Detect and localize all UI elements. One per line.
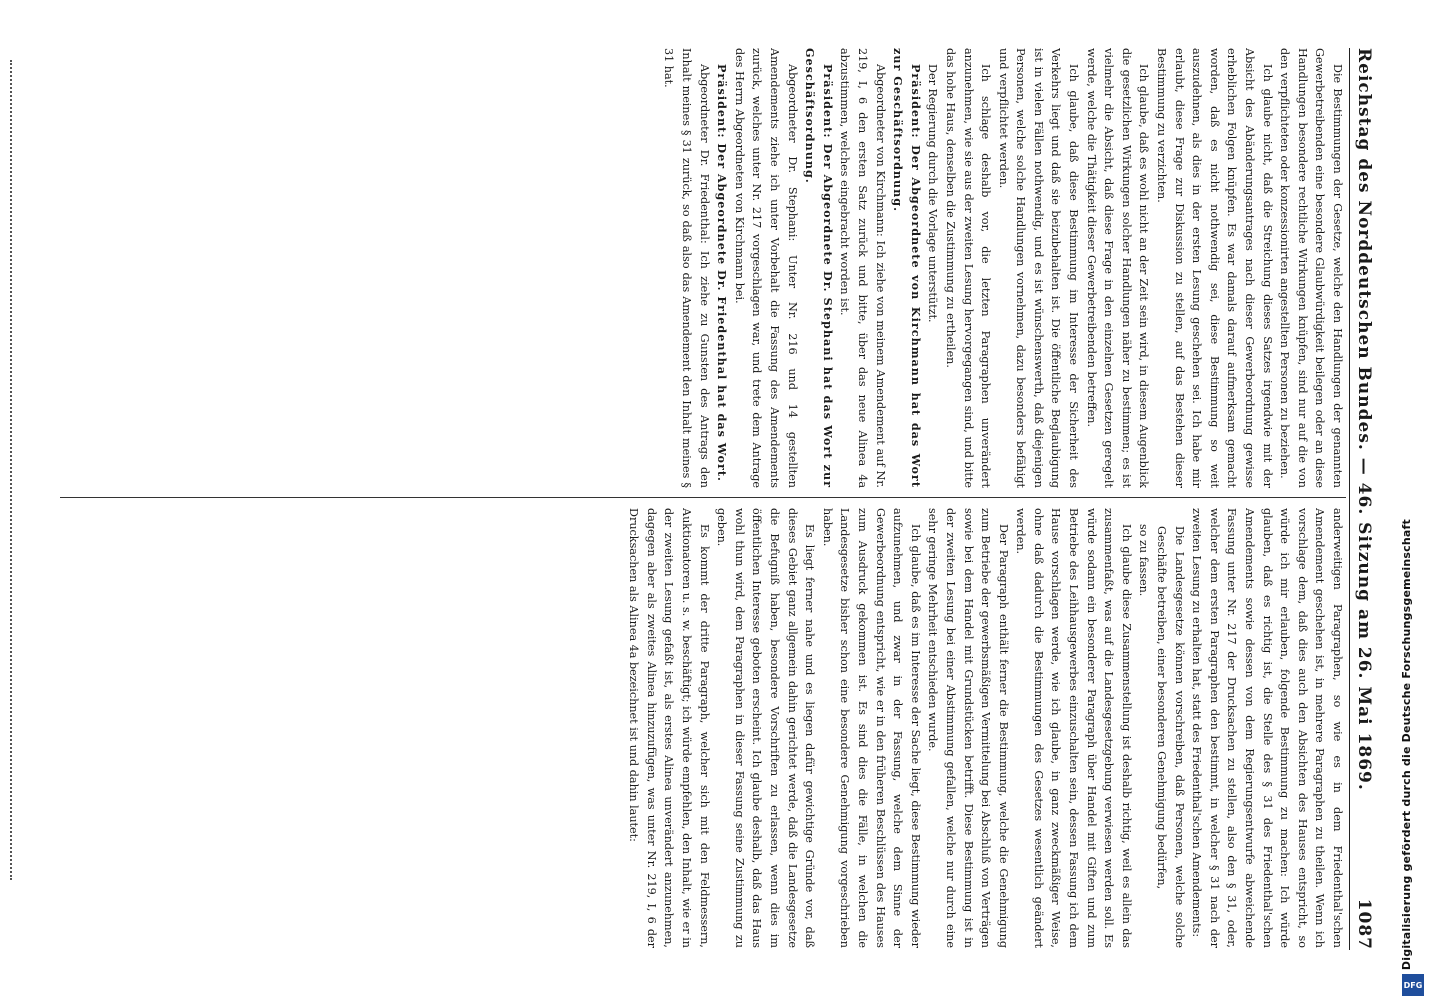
page-header [1349, 48, 1384, 950]
paragraph: Der Paragraph enthält ferner die Bestimmung, welche die Genehmigung zum Betriebe der gewerbsmäßigen Vermittelung bei Abschluß von Verträgen sowie bei dem Handel mit Grundstücken betrifft. Diese Bestimmung ist in der zweiten Lesung bei einer Abstimmung gefallen, welche nur durch eine sehr geringe Mehrheit entschieden wurde. [926, 508, 1010, 948]
speaker-paragraph: Präsident: Der Abgeordnete Dr. Friedenthal hat das Wort. [715, 64, 730, 482]
paragraph: Ich glaube, daß es im Interesse der Sache liegt, diese Bestimmung wieder aufzunehmen, und zwar in der Fassung, welche dem Sinne der Gewerbeordnung entspricht, wie er in den früheren Beschlüssen des Hauses zum Ausdruck gekommen ist. Es sind dies die Fälle, in welchen die Landesgesetze bisher schon eine besondere Genehmigung vorgeschrieben haben. [820, 508, 922, 948]
paragraph: Abgeordneter Dr. Stephani: Unter Nr. 216 und 14 gestellten Amendements ziehe ich unter Vorbehalt die Fassung des Amendements zurück, welches unter Nr. 217 vorgeschlagen war, und trete dem Antrage des Herrn Abgeordneten von Kirchmann bei. [732, 48, 799, 488]
column-left [60, 48, 1346, 488]
paragraph: Die Bestimmungen der Gesetze, welche den Handlungen der genannten Gewerbetreibenden eine besondere Glaubwürdigkeit beilegen oder an diese Handlungen besondere rechtliche Wirkungen knüpfen, sind nur auf die von den verpflichteten oder konzessionirten angestellten Personen zu beziehen. [1278, 48, 1344, 488]
digitization-sidebar [1396, 0, 1432, 1000]
paragraph: Der Regierung durch die Vorlage unterstützt. [926, 64, 940, 323]
page-number: 1087 [1354, 898, 1374, 950]
paragraph: Ich glaube diese Zusammenstellung ist deshalb richtig, weil es allein das zusammenfaßt, was auf die Landesgesetzgebung verwiesen werden soll. Es würde sodann ein besonderer Paragraph über Handel mit Giften und zum Betriebe des Leihhausgewerbes einzuschalten sein, dessen Fassung ich dem Hause vorschlagen werde, wie ich glaube, in ganz zweckmäßiger Weise, ohne daß dadurch die Bestimmungen des Gesetzes wesentlich geändert werden. [1014, 508, 1133, 948]
column-divider [60, 497, 1346, 498]
paragraph: Abgeordneter Dr. Friedenthal: Ich ziehe zu Gunsten des Antrags den Inhalt meines § 31 zurück, so daß also das Amendement den Inhalt meines § 31 hat. [662, 48, 711, 488]
speaker-paragraph: Präsident: Der Abgeordnete von Kirchmann hat das Wort zur Geschäftsordnung. [891, 48, 923, 488]
scan-edge-marks [10, 60, 18, 880]
paragraph: Ich schlage deshalb vor, die letzten Paragraphen unverändert anzunehmen, wie sie aus der zweiten Lesung hervorgegangen sind, und bitte das hohe Haus, denselben die Zustimmung zu ertheilen. [943, 48, 993, 488]
paragraph: Abgeordneter von Kirchmann: Ich ziehe von meinem Amendement auf Nr. 219, I, 6 den ersten Satz zurück und bitte, über das neue Alinea 4a abzustimmen, welches eingebracht worden ist. [838, 48, 887, 488]
running-title: Reichstag des Norddeutschen Bundes. — 46. Sitzung am 26. Mai 1869. [1354, 48, 1374, 791]
column-right [60, 508, 1346, 948]
paragraph: Ich glaube, daß es wohl nicht an der Zeit sein wird, in diesem Augenblick die gesetzlichen Wirkungen solcher Handlungen näher zu bestimmen; es ist vielmehr die Absicht, daß diese Frage in den einzelnen Gesetzen geregelt werde, welche die Thätigkeit dieser Gewerbetreibenden betreffen. [1084, 48, 1151, 488]
speaker-paragraph: Präsident: Der Abgeordnete Dr. Stephani hat das Wort zur Geschäftsordnung. [803, 48, 835, 488]
paragraph: so zu fassen. [1137, 524, 1151, 597]
funding-note: Digitalisierung gefördert durch die Deutsche Forschungsgemeinschaft [1400, 518, 1413, 970]
paragraph: Ich glaube nicht, daß die Streichung dieses Satzes irgendwie mit der Absicht des Abänderungsantrages nach dieser Gewerbeordnung gewisse erheblichen Folgen knüpfen. Es war damals darauf aufmerksam gemacht worden, daß es nicht nothwendig sei, diese Bestimmung so weit auszudehnen, als dies in der ersten Lesung geschehen sei. Ich habe mir erlaubt, diese Frage zur Diskussion zu stellen, auf das Bestehen dieser Bestimmung zu verzichten. [1155, 48, 1274, 488]
dfg-logo-icon: DFG [1402, 974, 1424, 996]
paragraph: Es liegt ferner nahe und es liegen dafür gewichtige Gründe vor, daß dieses Gebiet ganz allgemein dahin gerichtet werde, daß die Landesgesetze die Befugniß haben, besondere Vorschriften zu erlassen, wenn dies im öffentlichen Interesse geboten erscheint. Ich glaube deshalb, daß das Haus wohl thun wird, dem Paragraphen in dieser Fassung seine Zustimmung zu geben. [715, 508, 817, 948]
paragraph: Ich glaube, daß diese Bestimmung im Interesse der Sicherheit des Verkehrs liegt und daß sie beizubehalten ist. Die öffentliche Beglaubigung ist in vielen Fällen nothwendig, und es ist wünschenswerth, daß diejenigen Personen, welche solche Handlungen vornehmen, dazu besonders befähigt und verpflichtet werden. [996, 48, 1081, 488]
paragraph: Es kommt der dritte Paragraph, welcher sich mit den Feldmessern, Auktionatoren u. s. w. beschäftigt; ich würde empfehlen, den Inhalt, wie er in der zweiten Lesung gefaßt ist, als erstes Alinea unverändert anzunehmen, dagegen aber als zweites Alinea hinzuzufügen, was unter Nr. 219, I, 6 der Drucksachen als Alinea 4a bezeichnet ist und dahin lautet: [627, 508, 711, 948]
paragraph: anderweitigen Paragraphen, so wie es in dem Friedenthal'schen Amendement geschehen ist, in mehrere Paragraphen zu theilen. Wenn ich vorschlage dem, daß dies auch den Absichten des Hauses entspricht, so würde ich mir erlauben, folgende Bestimmung zu machen: Ich würde glauben, daß es richtig ist, die Stelle des § 31 des Friedenthal'schen Amendements sowie dessen von dem Regierungsentwurfe abweichende Fassung unter Nr. 217 der Drucksachen zu stellen, also den § 31, oder, welcher dem ersten Paragraphen den bestimmt, in welcher § 31 nach der zweiten Lesung zu erhalten hat, statt des Friedenthal'schen Amendements: [1190, 508, 1344, 948]
quoted-paragraph: Die Landesgesetze können vorschreiben, daß Personen, welche solche Geschäfte betreiben, einer besonderen Genehmigung bedürfen, [1155, 526, 1186, 948]
